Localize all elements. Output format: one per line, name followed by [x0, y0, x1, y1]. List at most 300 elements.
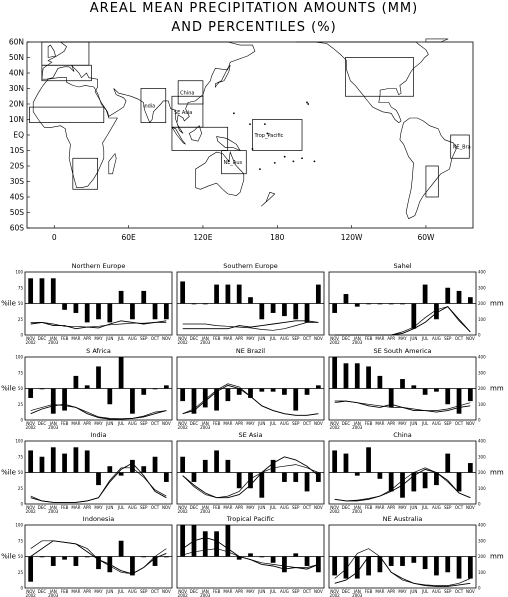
- month-label: JUL: [269, 336, 277, 341]
- percentile-bar: [74, 304, 79, 313]
- percentile-bar: [28, 278, 33, 303]
- month-label: NOV: [161, 505, 171, 510]
- percentile-bar: [74, 447, 79, 472]
- right-axis-label: mm: [490, 468, 504, 477]
- panel: [1, 347, 172, 430]
- percentile-bar: [271, 304, 276, 313]
- percentile-bar: [411, 304, 416, 329]
- panel-title: India: [90, 431, 107, 439]
- right-tick-label: 400: [478, 354, 486, 360]
- year-label: 2003: [352, 593, 363, 597]
- percentile-bar: [74, 557, 79, 566]
- month-label: OCT: [150, 336, 160, 341]
- month-label: DEC: [341, 421, 351, 426]
- month-label: JUL: [421, 421, 429, 426]
- island-dot: [306, 102, 308, 104]
- year-label: 2003: [352, 509, 363, 514]
- percentile-bar: [355, 304, 360, 307]
- percentile-bar: [248, 553, 253, 556]
- panel: [329, 262, 504, 345]
- right-tick-label: 200: [478, 470, 486, 475]
- year-label: 2002: [329, 509, 340, 514]
- month-label: FEB: [364, 505, 373, 510]
- panel: [1, 262, 172, 345]
- percentile-bar: [332, 304, 337, 313]
- month-label: SEP: [291, 589, 300, 594]
- month-label: JAN: [201, 421, 209, 426]
- month-label: JUL: [117, 336, 125, 341]
- month-label: JUL: [269, 589, 277, 594]
- month-label: AUG: [432, 589, 441, 594]
- map-lat-label: 10N: [8, 115, 24, 124]
- right-axis-label: mm: [490, 384, 504, 393]
- month-label: APR: [235, 505, 244, 510]
- percentile-bar: [468, 463, 473, 472]
- percentile-bar: [119, 291, 124, 304]
- right-tick-label: 200: [478, 301, 486, 306]
- month-label: JUL: [421, 505, 429, 510]
- percentile-bar: [400, 557, 405, 566]
- month-label: DEC: [37, 505, 47, 510]
- left-axis-label: %ile: [1, 384, 16, 393]
- year-label: 2002: [25, 593, 36, 597]
- percentile-bar: [40, 278, 45, 303]
- month-label: DEC: [189, 505, 199, 510]
- percentile-bar: [434, 389, 439, 392]
- percentile-bar: [316, 385, 321, 388]
- percentile-bar: [153, 304, 158, 320]
- island-dot: [264, 123, 266, 125]
- percentile-bar: [203, 304, 208, 305]
- map-lon-label: 180: [270, 233, 285, 242]
- month-label: APR: [387, 505, 396, 510]
- year-label: 2003: [48, 340, 59, 345]
- left-tick-label: 25: [17, 401, 23, 407]
- month-label: MAR: [223, 336, 233, 341]
- month-label: AUG: [280, 336, 289, 341]
- percentile-bar: [28, 557, 33, 582]
- month-label: NOV: [330, 421, 340, 426]
- percentile-bar: [180, 457, 185, 473]
- percentile-bar: [180, 389, 185, 402]
- month-label: MAY: [94, 589, 103, 594]
- map-lat-label: 40S: [9, 192, 24, 202]
- percentile-bar: [259, 473, 264, 498]
- percentile-bar: [457, 473, 462, 492]
- month-label: FEB: [364, 336, 373, 341]
- month-label: JAN: [201, 336, 209, 341]
- region-label: India: [142, 103, 156, 110]
- percentile-bar: [378, 473, 383, 479]
- month-label: NOV: [313, 421, 323, 426]
- month-label: SEP: [139, 421, 148, 426]
- percentile-bar: [180, 281, 185, 303]
- percentile-bar: [271, 557, 276, 563]
- map-lat-label: EQ: [13, 130, 24, 140]
- right-tick-label: 0: [478, 585, 481, 591]
- percentile-bar: [434, 557, 439, 576]
- month-label: JAN: [49, 505, 57, 510]
- map-lat-label: 30S: [9, 177, 24, 186]
- month-label: MAR: [223, 589, 233, 594]
- panel-title: S Africa: [86, 347, 111, 355]
- island-dot: [249, 123, 251, 125]
- month-label: JUN: [106, 336, 114, 341]
- percentile-bar: [445, 389, 450, 405]
- percentile-bar: [344, 557, 349, 579]
- world-map: [9, 38, 473, 243]
- right-tick-label: 300: [478, 370, 486, 376]
- month-label: JUL: [269, 421, 277, 426]
- month-label: NOV: [26, 336, 36, 341]
- percentile-bar: [305, 389, 310, 395]
- left-axis-label: %ile: [1, 299, 16, 308]
- month-label: DEC: [37, 589, 47, 594]
- month-label: SEP: [291, 336, 300, 341]
- percentile-bar: [141, 557, 146, 558]
- percentile-bar: [305, 473, 310, 492]
- year-label: 2003: [200, 425, 211, 430]
- year-label: 2002: [25, 509, 36, 514]
- left-tick-label: 50: [17, 301, 23, 306]
- percentile-bar: [434, 473, 439, 486]
- month-label: DEC: [341, 505, 351, 510]
- month-label: AUG: [432, 505, 441, 510]
- percentile-bar: [411, 385, 416, 388]
- right-tick-label: 300: [478, 538, 486, 544]
- right-tick-label: 100: [478, 569, 486, 575]
- month-label: MAY: [94, 336, 103, 341]
- month-label: MAY: [246, 421, 255, 426]
- percentile-bar: [28, 450, 33, 472]
- month-label: SEP: [443, 336, 452, 341]
- percentile-bar: [119, 357, 124, 389]
- percentile-bar: [259, 557, 264, 558]
- month-label: AUG: [280, 589, 289, 594]
- island-dot: [307, 103, 309, 105]
- month-label: JAN: [353, 589, 361, 594]
- left-tick-label: 75: [17, 370, 23, 376]
- percentile-bar: [226, 460, 231, 473]
- year-label: 2002: [329, 593, 340, 597]
- month-label: OCT: [150, 589, 160, 594]
- panel: [329, 347, 504, 430]
- month-label: NOV: [330, 505, 340, 510]
- left-tick-label: 25: [17, 485, 23, 491]
- left-tick-label: 50: [17, 554, 23, 559]
- year-label: 2002: [177, 340, 188, 345]
- month-label: APR: [83, 421, 92, 426]
- month-label: FEB: [60, 589, 69, 594]
- percentile-bar: [293, 473, 298, 482]
- month-label: MAR: [223, 421, 233, 426]
- right-tick-label: 100: [478, 401, 486, 407]
- month-label: AUG: [280, 505, 289, 510]
- percentile-bar: [366, 366, 371, 388]
- month-label: NOV: [178, 421, 188, 426]
- percentile-bar: [62, 454, 67, 473]
- month-label: JAN: [353, 421, 361, 426]
- percentile-bar: [203, 531, 208, 556]
- month-label: NOV: [178, 336, 188, 341]
- panel: [1, 515, 172, 597]
- left-tick-label: 25: [17, 316, 23, 322]
- month-label: JUL: [117, 505, 125, 510]
- month-label: NOV: [26, 421, 36, 426]
- percentile-bar: [40, 557, 45, 558]
- map-lat-label: 40N: [8, 68, 24, 78]
- right-tick-label: 100: [478, 485, 486, 491]
- percentile-bar: [293, 553, 298, 556]
- percentile-bar: [423, 557, 428, 570]
- percentile-bar: [434, 304, 439, 320]
- percentile-bar: [445, 454, 450, 473]
- left-tick-label: 75: [17, 454, 23, 460]
- percentile-bar: [96, 473, 101, 486]
- map-lon-label: 120E: [193, 233, 213, 242]
- map-lon-label: 120W: [340, 233, 363, 242]
- percentile-bar: [400, 379, 405, 388]
- month-label: OCT: [454, 336, 464, 341]
- percentile-bar: [107, 466, 112, 472]
- percentile-bar: [282, 304, 287, 317]
- percentile-bar: [355, 363, 360, 388]
- month-label: DEC: [189, 336, 199, 341]
- percentile-bar: [40, 457, 45, 473]
- left-tick-label: 75: [17, 538, 23, 544]
- month-label: AUG: [280, 421, 289, 426]
- percentile-bar: [378, 304, 383, 305]
- percentile-bar: [457, 291, 462, 304]
- month-label: JUN: [106, 421, 114, 426]
- figure-title-line-2: AND PERCENTILES (%): [171, 20, 337, 35]
- month-label: JUN: [258, 421, 266, 426]
- percentile-bar: [355, 557, 360, 579]
- left-tick-label: 100: [15, 438, 23, 444]
- percentile-bar: [248, 297, 253, 303]
- month-label: AUG: [432, 421, 441, 426]
- island-dot: [292, 160, 294, 162]
- month-label: OCT: [454, 589, 464, 594]
- month-label: OCT: [454, 505, 464, 510]
- percentile-bar: [141, 466, 146, 472]
- month-label: DEC: [341, 336, 351, 341]
- percentile-bar: [203, 460, 208, 473]
- month-label: AUG: [128, 336, 137, 341]
- percentile-bar: [423, 285, 428, 304]
- map-lat-label: 30N: [8, 84, 24, 93]
- percentile-bar: [226, 285, 231, 304]
- percentile-bar: [344, 294, 349, 303]
- right-tick-label: 100: [478, 316, 486, 322]
- percentile-bar: [180, 525, 185, 557]
- month-label: NOV: [178, 589, 188, 594]
- map-lat-label: 20S: [9, 161, 24, 171]
- month-label: MAR: [375, 505, 385, 510]
- month-label: OCT: [302, 589, 312, 594]
- right-tick-label: 300: [478, 454, 486, 460]
- right-tick-label: 200: [478, 386, 486, 391]
- month-label: FEB: [60, 505, 69, 510]
- map-lon-label: 0: [51, 233, 57, 242]
- month-label: MAR: [71, 421, 81, 426]
- right-tick-label: 200: [478, 554, 486, 559]
- month-label: NOV: [313, 505, 323, 510]
- month-label: JUN: [106, 589, 114, 594]
- month-label: SEP: [443, 421, 452, 426]
- month-label: FEB: [212, 336, 221, 341]
- year-label: 2002: [329, 340, 340, 345]
- percentile-bar: [28, 389, 33, 398]
- percentile-bar: [214, 285, 219, 304]
- month-label: MAY: [398, 589, 407, 594]
- month-label: JUN: [258, 336, 266, 341]
- percentile-bar: [192, 304, 197, 305]
- month-label: NOV: [330, 589, 340, 594]
- continent-outline: [426, 39, 448, 42]
- panel: [177, 262, 324, 345]
- month-label: AUG: [128, 589, 137, 594]
- month-label: DEC: [37, 336, 47, 341]
- percentile-bar: [282, 557, 287, 573]
- map-lon-label: 60E: [121, 233, 136, 242]
- map-lat-label: 50N: [8, 53, 24, 62]
- month-label: APR: [235, 421, 244, 426]
- percentile-bar: [468, 557, 473, 579]
- month-label: APR: [387, 589, 396, 594]
- panel-title: NE Australia: [382, 515, 423, 523]
- month-label: SEP: [291, 421, 300, 426]
- percentile-bar: [344, 363, 349, 388]
- month-label: JAN: [201, 505, 209, 510]
- year-label: 2002: [177, 425, 188, 430]
- month-label: MAR: [71, 505, 81, 510]
- month-label: OCT: [302, 336, 312, 341]
- panel: [329, 431, 504, 514]
- month-label: MAY: [246, 505, 255, 510]
- percentile-bar: [468, 297, 473, 303]
- right-axis-label: mm: [490, 299, 504, 308]
- percentile-bar: [192, 473, 197, 482]
- month-label: SEP: [139, 336, 148, 341]
- map-lat-label: 50S: [9, 208, 24, 217]
- percentile-bar: [51, 389, 56, 414]
- month-label: SEP: [139, 505, 148, 510]
- right-tick-label: 400: [478, 438, 486, 444]
- month-label: MAR: [375, 336, 385, 341]
- month-label: JAN: [353, 336, 361, 341]
- percentile-bar: [107, 304, 112, 323]
- month-label: DEC: [189, 589, 199, 594]
- panel: [329, 515, 504, 597]
- percentile-bar: [423, 473, 428, 489]
- panel-title: Indonesia: [82, 515, 115, 523]
- percentile-bar: [445, 288, 450, 304]
- panel-title: Northern Europe: [71, 262, 126, 270]
- left-tick-label: 50: [17, 386, 23, 391]
- month-label: SEP: [139, 589, 148, 594]
- month-label: SEP: [291, 505, 300, 510]
- right-tick-label: 300: [478, 285, 486, 291]
- percentile-bar: [332, 450, 337, 472]
- percentile-bar: [62, 389, 67, 411]
- left-tick-label: 25: [17, 569, 23, 575]
- percentile-bar: [259, 389, 264, 392]
- month-label: APR: [83, 505, 92, 510]
- right-tick-label: 0: [478, 332, 481, 338]
- percentile-bar: [332, 357, 337, 389]
- percentile-bar: [85, 450, 90, 472]
- percentile-bar: [164, 304, 169, 320]
- month-label: JAN: [49, 589, 57, 594]
- month-label: OCT: [150, 421, 160, 426]
- month-label: FEB: [364, 589, 373, 594]
- month-label: NOV: [178, 505, 188, 510]
- island-dot: [233, 112, 235, 114]
- island-dot: [301, 157, 303, 159]
- month-label: APR: [83, 336, 92, 341]
- month-label: JUL: [117, 421, 125, 426]
- month-label: SEP: [443, 505, 452, 510]
- month-label: JUN: [410, 505, 418, 510]
- percentile-bar: [214, 531, 219, 556]
- percentile-bar: [445, 557, 450, 573]
- month-label: JUN: [410, 589, 418, 594]
- month-label: APR: [387, 421, 396, 426]
- percentile-bar: [366, 447, 371, 472]
- percentile-bar: [153, 457, 158, 473]
- percentile-bar: [119, 473, 124, 476]
- month-label: JUN: [410, 336, 418, 341]
- month-label: NOV: [465, 589, 475, 594]
- month-label: NOV: [26, 505, 36, 510]
- month-label: NOV: [313, 336, 323, 341]
- month-label: DEC: [189, 421, 199, 426]
- year-label: 2002: [329, 425, 340, 430]
- month-label: AUG: [128, 421, 137, 426]
- percentile-bar: [237, 285, 242, 304]
- region-label: NE_Aus: [223, 160, 243, 167]
- month-label: NOV: [465, 505, 475, 510]
- month-label: JAN: [49, 336, 57, 341]
- month-label: APR: [235, 589, 244, 594]
- month-label: OCT: [454, 421, 464, 426]
- left-axis-label: %ile: [1, 468, 16, 477]
- percentile-bar: [62, 557, 67, 560]
- year-label: 2002: [177, 509, 188, 514]
- map-lat-label: 60N: [8, 37, 24, 47]
- month-label: NOV: [465, 336, 475, 341]
- panel-grid: [1, 262, 504, 597]
- percentile-bar: [293, 389, 298, 411]
- percentile-bar: [389, 304, 394, 305]
- percentile-bar: [316, 285, 321, 304]
- month-label: JAN: [353, 505, 361, 510]
- year-label: 2003: [48, 509, 59, 514]
- percentile-bar: [237, 473, 242, 489]
- month-label: MAR: [71, 589, 81, 594]
- month-label: NOV: [313, 589, 323, 594]
- left-axis-label: %ile: [1, 552, 16, 561]
- percentile-bar: [316, 557, 321, 573]
- region-label: China: [180, 90, 195, 97]
- panel-title: Tropical Pacific: [226, 515, 275, 523]
- month-label: JUL: [421, 589, 429, 594]
- figure-title-line-1: AREAL MEAN PRECIPITATION AMOUNTS (MM): [89, 1, 419, 16]
- month-label: AUG: [432, 336, 441, 341]
- right-tick-label: 400: [478, 269, 486, 275]
- percentile-bar: [141, 389, 146, 395]
